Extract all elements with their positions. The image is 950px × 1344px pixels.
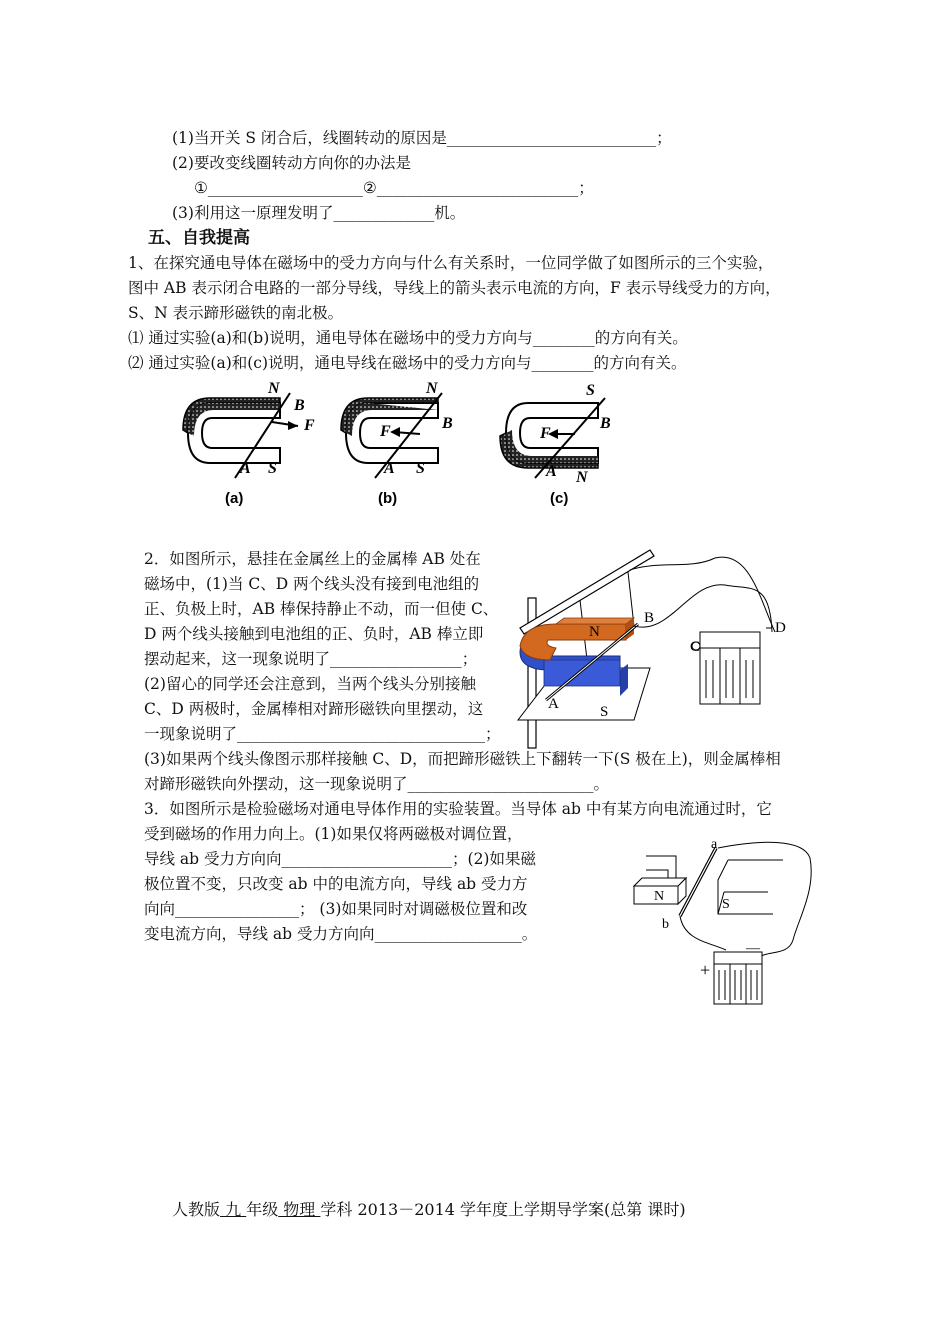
q3-line-f: 变电流方向，导线 ab 受力方向向___________________。 — [144, 925, 538, 943]
q1-line-d: ⑴ 通过实验(a)和(b)说明，通电导体在磁场中的受力方向与________的方向有关。 — [128, 329, 688, 347]
suspended-rod-figure — [510, 540, 810, 750]
label-a-b: B — [294, 397, 305, 414]
label-plus: + — [700, 960, 711, 980]
label-c-b: B — [600, 415, 611, 432]
label-c-a: A — [546, 463, 557, 480]
footer-grade: 九 — [220, 1200, 247, 1219]
label-a-top: N — [268, 380, 280, 397]
battery-icon — [692, 632, 760, 704]
caption-a: (a) — [225, 490, 244, 507]
battery-icon-2 — [714, 952, 762, 1004]
label-b-bottom: S — [416, 460, 425, 477]
label-b3: b — [662, 917, 669, 932]
q2-line-b: 磁场中，(1)当 C、D 两个线头没有接到电池组的 — [144, 575, 480, 593]
bar-magnet-figure — [628, 830, 818, 1010]
footer-subject: 物理 — [278, 1200, 321, 1219]
footer-grade-label: 年级 — [246, 1200, 279, 1219]
label-b-b: B — [442, 415, 453, 432]
label-a-f: F — [304, 417, 315, 434]
label-d: D — [775, 620, 786, 636]
label-a3: a — [711, 837, 718, 852]
footer-rest: 学科 2013－2014 学年度上学期导学案(总第 课时) — [320, 1200, 686, 1219]
line-1: (1)当开关 S 闭合后，线圈转动的原因是___________________________； — [172, 129, 672, 147]
line-2: (2)要改变线圈转动方向你的办法是 — [172, 154, 411, 172]
q3-line-c: 导线 ab 受力方向向______________________；(2)如果磁 — [144, 850, 536, 868]
label-n: N — [589, 624, 600, 640]
section-heading: 五、自我提高 — [148, 228, 250, 248]
q2-line-f: (2)留心的同学还会注意到，当两个线头分别接触 — [144, 675, 476, 693]
q1-line-a: 1、在探究通电导体在磁场中的受力方向与什么有关系时，一位同学做了如图所示的三个实验， — [128, 254, 774, 272]
label-b-f: F — [380, 423, 391, 440]
label-minus: — — [746, 941, 760, 956]
q3-line-e: 向向________________； (3)如果同时对调磁极位置和改 — [144, 900, 528, 918]
q2-line-j: 对蹄形磁铁向外摆动，这一现象说明了________________________。 — [144, 775, 610, 793]
label-b-a: A — [384, 460, 395, 477]
label-c-f: F — [540, 425, 551, 442]
label-a-bottom: S — [268, 460, 277, 477]
footer-publisher: 人教版 — [172, 1200, 221, 1219]
line-3: ①____________________②__________________________； — [194, 179, 594, 197]
label-a: A — [548, 696, 559, 712]
q3-line-b: 受到磁场的作用力向上。(1)如果仅将两磁极对调位置， — [144, 825, 523, 843]
q1-line-c: S、N 表示蹄形磁铁的南北极。 — [128, 304, 344, 322]
q1-line-b: 图中 AB 表示闭合电路的一部分导线，导线上的箭头表示电流的方向，F 表示导线受力的方向， — [128, 279, 781, 297]
q2-line-g: C、D 两极时，金属棒相对蹄形磁铁向里摆动，这 — [144, 700, 484, 718]
label-b-top: N — [426, 380, 438, 397]
q2-line-d: D 两个线头接触到电池组的正、负时，AB 棒立即 — [144, 625, 484, 643]
q3-line-a: 3．如图所示是检验磁场对通电导体作用的实验装置。当导体 ab 中有某方向电流通过时，它 — [144, 800, 772, 818]
label-s: S — [600, 704, 609, 720]
label-s3: S — [722, 897, 730, 912]
label-a-a: A — [240, 460, 251, 477]
label-n3: N — [654, 889, 665, 904]
line-4: (3)利用这一原理发明了_____________机。 — [172, 204, 466, 222]
q2-line-a: 2．如图所示，悬挂在金属丝上的金属棒 AB 处在 — [144, 550, 481, 568]
q2-line-i: (3)如果两个线头像图示那样接触 C、D，而把蹄形磁铁上下翻转一下(S 极在上)，则金属棒相 — [144, 750, 781, 768]
q3-line-d: 极位置不变，只改变 ab 中的电流方向，导线 ab 受力方 — [144, 875, 528, 893]
figure-b — [341, 380, 453, 507]
figure-a — [183, 380, 315, 507]
label-b: B — [644, 610, 655, 626]
horseshoe-magnet-figures — [180, 378, 640, 513]
figure-c — [500, 382, 611, 507]
label-c-top: S — [586, 382, 595, 399]
q2-line-e: 摆动起来，这一现象说明了_________________； — [144, 650, 478, 668]
caption-c: (c) — [550, 490, 569, 507]
caption-b: (b) — [378, 490, 398, 507]
q2-line-h: 一现象说明了________________________________； — [144, 725, 501, 743]
page-footer — [172, 1197, 686, 1220]
label-c: C — [690, 639, 701, 655]
q1-line-e: ⑵ 通过实验(a)和(c)说明，通电导线在磁场中的受力方向与________的方向有关。 — [128, 354, 687, 372]
q2-line-c: 正、负极上时，AB 棒保持静止不动，而一但使 C、 — [144, 600, 499, 618]
label-c-bottom: N — [576, 469, 588, 486]
